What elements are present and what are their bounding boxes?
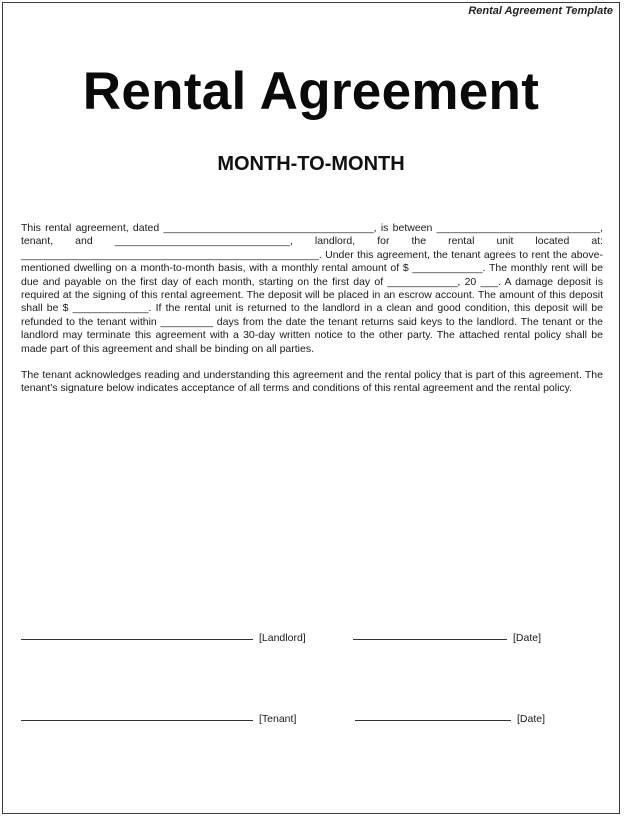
tenant-date-line <box>355 720 511 721</box>
header-tag: Rental Agreement Template <box>468 5 613 17</box>
document-page <box>2 2 620 814</box>
landlord-date <box>353 632 541 644</box>
landlord-signature-line <box>21 639 253 640</box>
tenant-signature <box>21 713 296 725</box>
landlord-signature <box>21 632 306 644</box>
landlord-label: [Landlord] <box>259 632 306 644</box>
tenant-date-label: [Date] <box>517 713 546 725</box>
agreement-paragraph-terms: This rental agreement, dated ____________________________________, is between ____________________________, tenant, and ______________________________, landlord, for the rental unit located at: ___________________________________________________. Under this agreement, the tenant agrees to rent the above-mentioned dwelling on a month-to-month basis, with a monthly rental amount of $ ____________. The monthly rent will be due and payable on the first day of each month, starting on the first day of ____________, 20 ___. A damage deposit is required at the signing of this rental agreement. The deposit will be placed in an escrow account. The amount of this deposit shall be $ _____________. If the rental unit is returned to the landlord in a clean and good condition, this deposit will be refunded to the tenant within _________ days from the date the tenant returns said keys to the landlord. The tenant or the landlord may terminate this agreement with a 30-day written notice to the other party. The attached rental policy shall be made part of this agreement and shall be binding on all parties. <box>21 222 603 355</box>
tenant-label: [Tenant] <box>259 713 297 725</box>
landlord-date-label: [Date] <box>513 632 542 644</box>
landlord-date-line <box>353 639 507 640</box>
page-title: Rental Agreement <box>82 62 540 121</box>
page-subtitle: MONTH-TO-MONTH <box>217 153 405 175</box>
tenant-date <box>355 713 545 725</box>
agreement-paragraph-acknowledgement: The tenant acknowledges reading and understanding this agreement and the rental policy that is part of this agreement. The tenant's signature below indicates acceptance of all terms and conditions of this rental agreement and the rental policy. <box>21 369 603 395</box>
tenant-signature-line <box>21 720 253 721</box>
agreement-body <box>21 222 603 409</box>
